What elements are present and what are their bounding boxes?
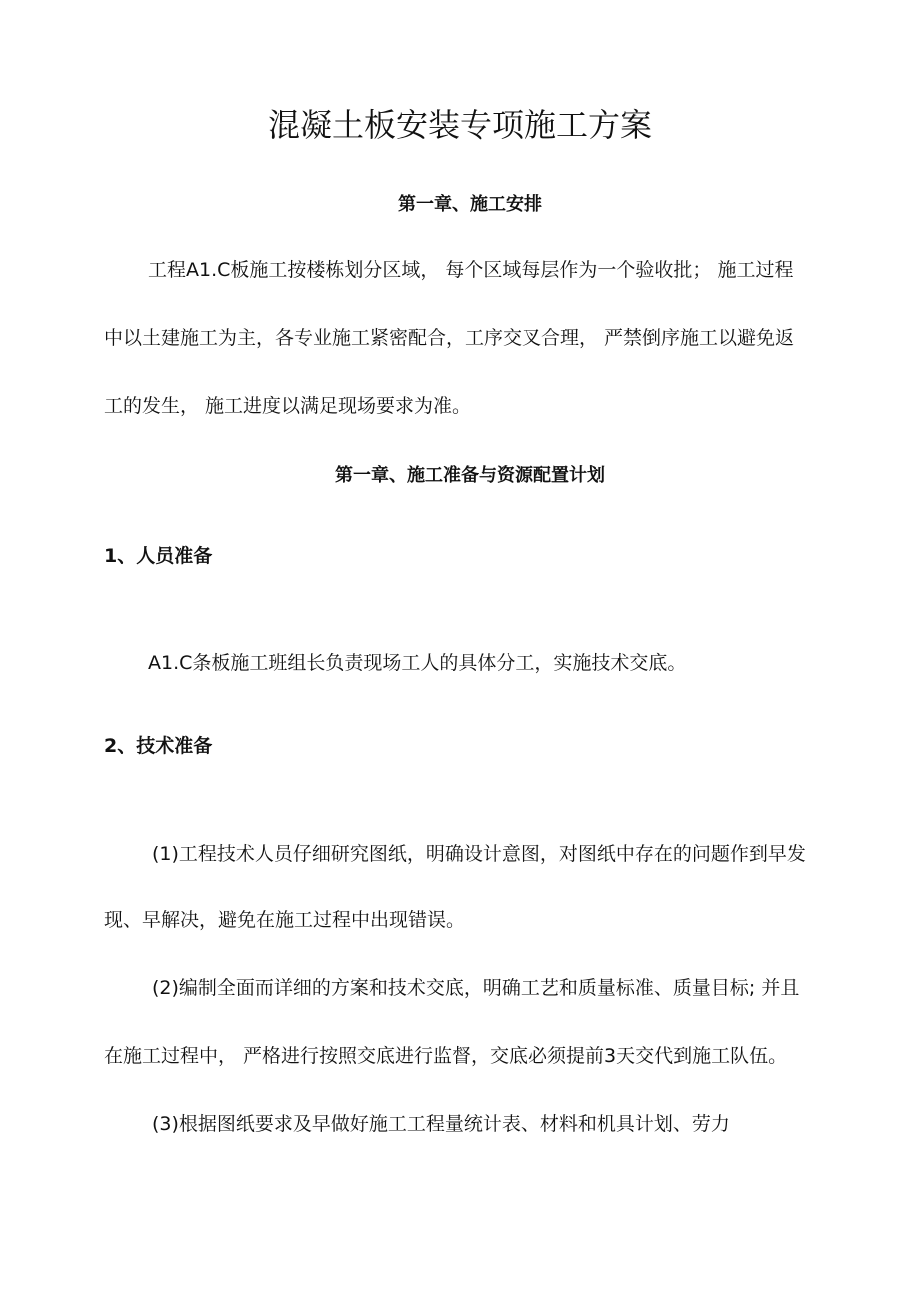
paragraph-line: 中以土建施工为主，各专业施工紧密配合，工序交叉合理， 严禁倒序施工以避免返: [104, 327, 795, 349]
section-heading-personnel: 1、人员准备: [104, 545, 213, 567]
paragraph-line: (2)编制全面而详细的方案和技术交底，明确工艺和质量标准、质量目标; 并且: [152, 977, 800, 999]
chapter-heading-arrangement: 第一章、施工安排: [398, 194, 542, 215]
section-heading-technical: 2、技术准备: [104, 735, 213, 757]
paragraph-line: (3)根据图纸要求及早做好施工工程量统计表、材料和机具计划、劳力: [152, 1113, 730, 1135]
paragraph-line: 工的发生， 施工进度以满足现场要求为准。: [104, 395, 472, 417]
document-title: 混凝土板安装专项施工方案: [267, 106, 652, 144]
paragraph-line: 工程A1.C板施工按楼栋划分区域， 每个区域每层作为一个验收批； 施工过程: [148, 259, 794, 281]
chapter-heading-preparation: 第一章、施工准备与资源配置计划: [335, 465, 605, 486]
paragraph-line: A1.C条板施工班组长负责现场工人的具体分工，实施技术交底。: [148, 652, 687, 674]
paragraph-line: 现、早解决，避免在施工过程中出现错误。: [104, 909, 466, 931]
paragraph-line: 在施工过程中， 严格进行按照交底进行监督，交底必须提前3天交代到施工队伍。: [104, 1045, 788, 1067]
paragraph-line: (1)工程技术人员仔细研究图纸，明确设计意图，对图纸中存在的问题作到早发: [152, 843, 806, 865]
